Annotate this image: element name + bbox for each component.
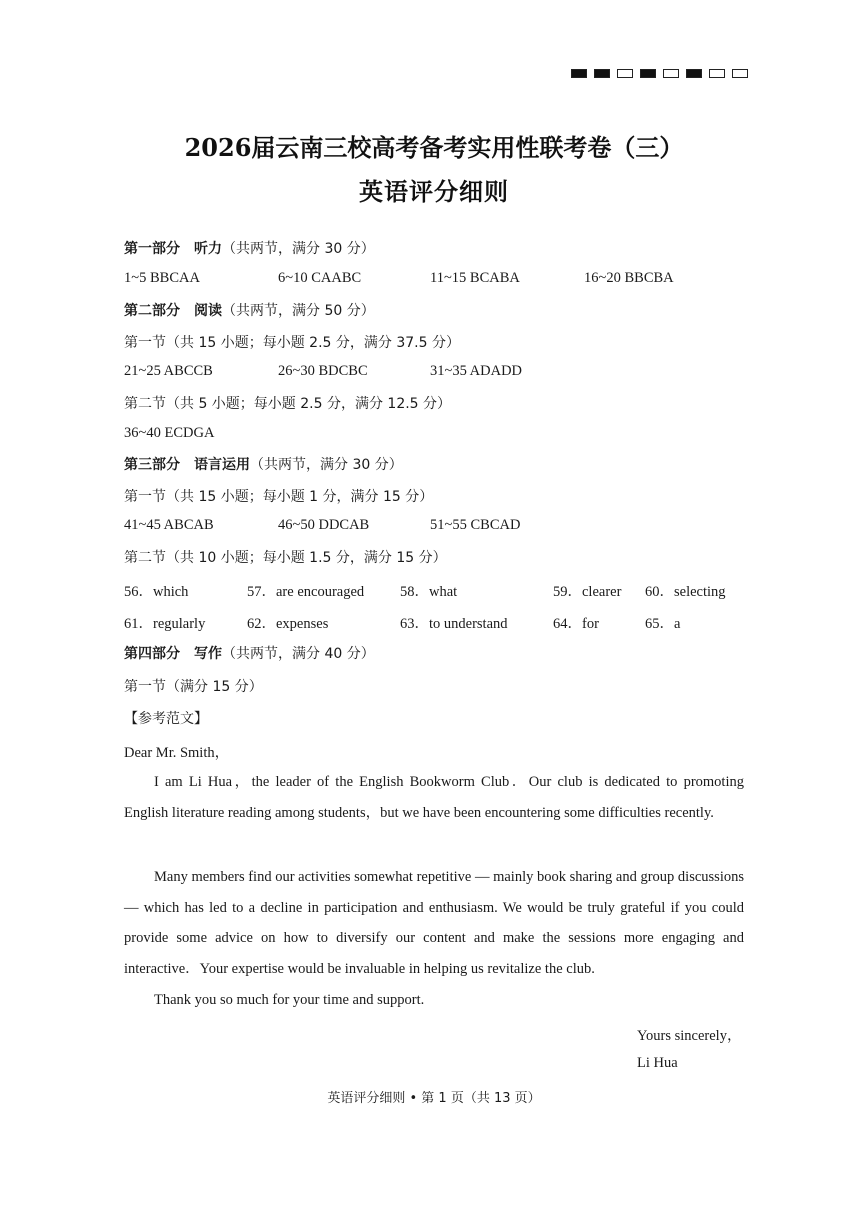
mark-filled: [594, 69, 610, 78]
part2-heading-bold: 第二部分 阅读: [124, 303, 222, 319]
answer-group: 16~20 BBCBA: [584, 270, 674, 286]
page-footer: 英语评分细则 • 第 1 页（共 13 页）: [327, 1091, 541, 1106]
answer-group: 6~10 CAABC: [278, 270, 362, 286]
part1-heading-rest: （共两节，满分 30 分）: [222, 241, 375, 257]
part3-heading-rest: （共两节，满分 30 分）: [250, 457, 403, 473]
part1-heading-bold: 第一部分 听力: [124, 241, 222, 257]
mark-filled: [571, 69, 587, 78]
answer-group: 41~45 ABCAB: [124, 517, 214, 533]
part4-section1: 第一节（满分 15 分）: [124, 679, 263, 695]
registration-marks: [571, 69, 748, 78]
fill-answer: 64．for: [553, 616, 599, 632]
mark-filled: [640, 69, 656, 78]
mark-empty: [709, 69, 725, 78]
part2-heading: [124, 300, 375, 320]
part3-heading: [124, 454, 403, 474]
mark-empty: [617, 69, 633, 78]
fill-answer: 58．what: [400, 584, 458, 600]
fill-answer: 62．expenses: [247, 616, 329, 632]
part3-section1: 第一节（共 15 小题；每小题 1 分，满分 15 分）: [124, 489, 434, 505]
answer-group: 36~40 ECDGA: [124, 425, 215, 441]
answer-group: 11~15 BCABA: [430, 270, 520, 286]
letter-paragraph: Thank you so much for your time and support.: [154, 992, 425, 1008]
document-subtitle: 英语评分细则: [359, 177, 509, 206]
letter-paragraph: Many members find our activities somewhat repetitive — mainly book sharing and group discussions — which has led to a decline in participation and enthusiasm. We would be truly grateful if you could provide some advice on how to diversify our content and make the sessions more engaging and interactive．Your expertise would be invaluable in helping us revitalize the club.: [124, 869, 744, 977]
answer-group: 31~35 ADADD: [430, 363, 523, 379]
fill-answer: 57．are encouraged: [247, 584, 365, 600]
answer-group: 51~55 CBCAD: [430, 517, 521, 533]
part1-heading: [124, 238, 375, 258]
fill-answer: 61．regularly: [124, 616, 206, 632]
part4-heading-rest: （共两节，满分 40 分）: [222, 646, 375, 662]
fill-answer: 65．a: [645, 616, 681, 632]
letter-closing: Yours sincerely，: [637, 1028, 742, 1044]
sample-label: 【参考范文】: [124, 711, 208, 727]
letter-greeting: Dear Mr. Smith，: [124, 745, 230, 761]
part4-heading: [124, 643, 375, 663]
part3-heading-bold: 第三部分 语言运用: [124, 457, 250, 473]
letter-paragraph: I am Li Hua，the leader of the English Bookworm Club．Our club is dedicated to promoting English literature reading among students，but we have been encountering some difficulties recently.: [124, 774, 744, 821]
fill-answer: 63．to understand: [400, 616, 508, 632]
answer-group: 1~5 BBCAA: [124, 270, 200, 286]
part2-section2: 第二节（共 5 小题；每小题 2.5 分，满分 12.5 分）: [124, 396, 452, 412]
mark-empty: [663, 69, 679, 78]
mark-filled: [686, 69, 702, 78]
fill-answer: 56．which: [124, 584, 189, 600]
part4-heading-bold: 第四部分 写作: [124, 646, 222, 662]
letter-signature: Li Hua: [637, 1055, 678, 1071]
mark-empty: [732, 69, 748, 78]
answer-group: 46~50 DDCAB: [278, 517, 370, 533]
document-title: 2026届云南三校高考备考实用性联考卷（三）: [184, 133, 684, 162]
part2-heading-rest: （共两节，满分 50 分）: [222, 303, 375, 319]
part2-section1: 第一节（共 15 小题；每小题 2.5 分，满分 37.5 分）: [124, 335, 460, 351]
part3-section2: 第二节（共 10 小题；每小题 1.5 分，满分 15 分）: [124, 550, 447, 566]
answer-group: 26~30 BDCBC: [278, 363, 368, 379]
fill-answer: 59．clearer: [553, 584, 622, 600]
answer-group: 21~25 ABCCB: [124, 363, 213, 379]
fill-answer: 60．selecting: [645, 584, 726, 600]
